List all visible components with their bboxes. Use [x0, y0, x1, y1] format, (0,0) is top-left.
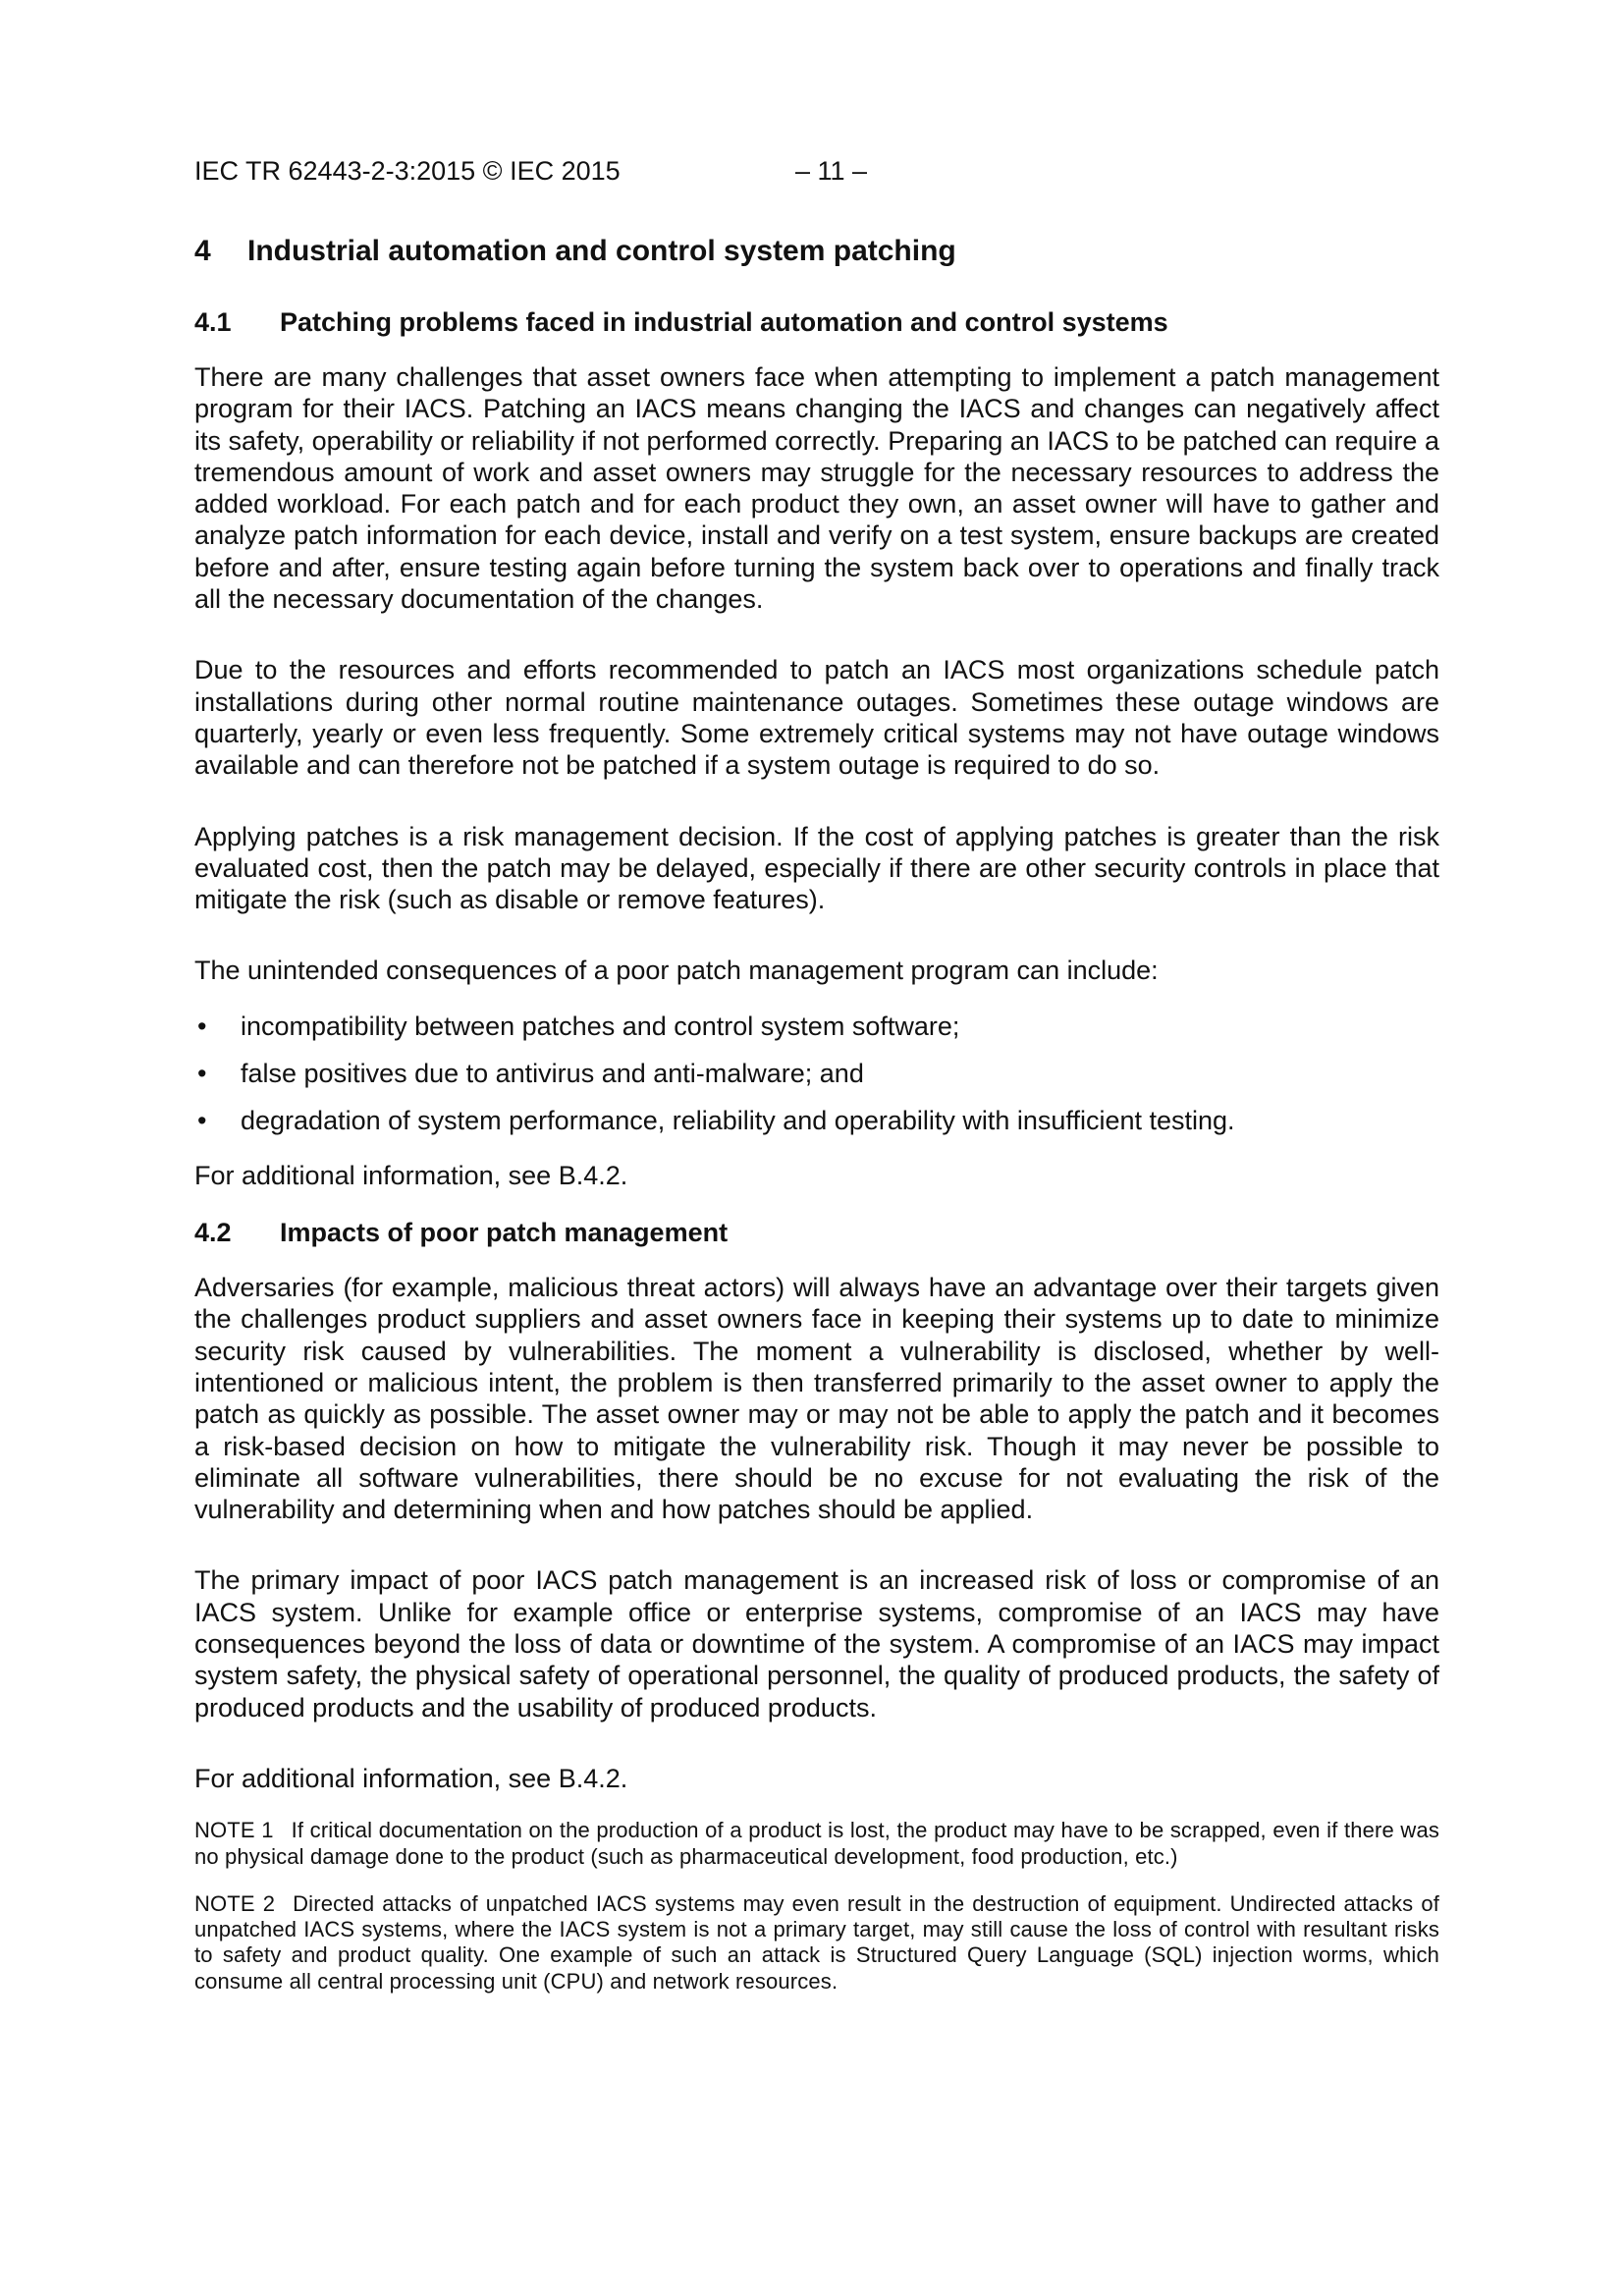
- note-label: NOTE 1: [194, 1818, 274, 1843]
- see-also-reference: For additional information, see B.4.2.: [194, 1160, 628, 1190]
- note-label: NOTE 2: [194, 1890, 276, 1916]
- list-item: [194, 1058, 1439, 1089]
- paragraph: Due to the resources and efforts recommended to patch an IACS most organizations schedule patch installations during other normal routine maintenance outages. Sometimes these outage windows are quarterly, yearly or even less frequently. Some extremely critical systems may not have outage windows available and can therefore not be patched if a system outage is required to do so.: [194, 655, 1439, 781]
- bullet-icon: •: [197, 1011, 207, 1041]
- note-text: Directed attacks of unpatched IACS systems may even result in the destruction of equipment. Undirected attacks of unpatched IACS systems, where the IACS system is not a primary target, may still cause the loss of control with resultant risks to safety and product quality. One example of such an attack is Structured Query Language (SQL) injection worms, which consume all central processing unit (CPU) and network resources.: [194, 1890, 1439, 1994]
- paragraph: The primary impact of poor IACS patch management is an increased risk of loss or compromise of an IACS system. Unlike for example office or enterprise systems, compromise of an IACS may have consequences beyond the loss of data or downtime of the system. A compromise of an IACS may impact system safety, the physical safety of operational personnel, the quality of produced products, the safety of produced products and the usability of produced products.: [194, 1565, 1439, 1722]
- paragraph: The unintended consequences of a poor patch management program can include:: [194, 956, 1159, 986]
- consequences-list: [194, 1011, 1439, 1136]
- section-number: 4.1: [194, 307, 232, 337]
- section-heading-4: [194, 232, 1439, 271]
- bullet-icon: •: [197, 1105, 207, 1135]
- list-item: [194, 1105, 1439, 1136]
- paragraph: Applying patches is a risk management decision. If the cost of applying patches is greater than the risk evaluated cost, then the patch may be delayed, especially if there are other security controls in place that mitigate the risk (such as disable or remove features).: [194, 821, 1439, 915]
- list-item-text: degradation of system performance, reliability and operability with insufficient testing.: [241, 1105, 1235, 1135]
- section-title: Impacts of poor patch management: [280, 1218, 729, 1248]
- paragraph: Adversaries (for example, malicious threat actors) will always have an advantage over their targets given the challenges product suppliers and asset owners face in keeping their systems up to date to minimize security risk caused by vulnerabilities. The moment a vulnerability is disclosed, whether by well-intentioned or malicious intent, the problem is then transferred primarily to the asset owner to apply the patch as quickly as possible. The asset owner may or may not be able to apply the patch and it becomes a risk-based decision on how to mitigate the vulnerability risk. Though it may never be possible to eliminate all software vulnerabilities, there should be no excuse for not evaluating the risk of the vulnerability and determining when and how patches should be applied.: [194, 1273, 1439, 1525]
- note-text: If critical documentation on the production of a product is lost, the product may have to be scrapped, even if there was no physical damage done to the product (such as pharmaceutical development, food production, etc.): [194, 1818, 1439, 1869]
- standard-reference: IEC TR 62443-2-3:2015 © IEC 2015: [194, 156, 621, 186]
- page-content: [194, 232, 1439, 2016]
- list-item-text: incompatibility between patches and control system software;: [241, 1011, 960, 1041]
- section-number: 4.2: [194, 1218, 232, 1248]
- section-title: Patching problems faced in industrial automation and control systems: [280, 307, 1168, 337]
- section-number: 4: [194, 235, 211, 267]
- see-also-reference: For additional information, see B.4.2.: [194, 1763, 628, 1793]
- section-heading-4-2: [194, 1215, 1439, 1250]
- note-1: [194, 1818, 1439, 1870]
- list-item-text: false positives due to antivirus and anti-malware; and: [241, 1058, 864, 1088]
- section-heading-4-1: [194, 304, 1439, 340]
- list-item: [194, 1011, 1439, 1042]
- note-2: [194, 1891, 1439, 1995]
- bullet-icon: •: [197, 1058, 207, 1088]
- section-title: Industrial automation and control system patching: [247, 235, 956, 267]
- page-number: – 11 –: [795, 156, 868, 186]
- paragraph: There are many challenges that asset owners face when attempting to implement a patch management program for their IACS. Patching an IACS means changing the IACS and changes can negatively affect its safety, operability or reliability if not performed correctly. Preparing an IACS to be patched can require a tremendous amount of work and asset owners may struggle for the necessary resources to address the added workload. For each patch and for each product they own, an asset owner will have to gather and analyze patch information for each device, install and verify on a test system, ensure backups are created before and after, ensure testing again before turning the system back over to operations and finally track all the necessary documentation of the changes.: [194, 362, 1439, 615]
